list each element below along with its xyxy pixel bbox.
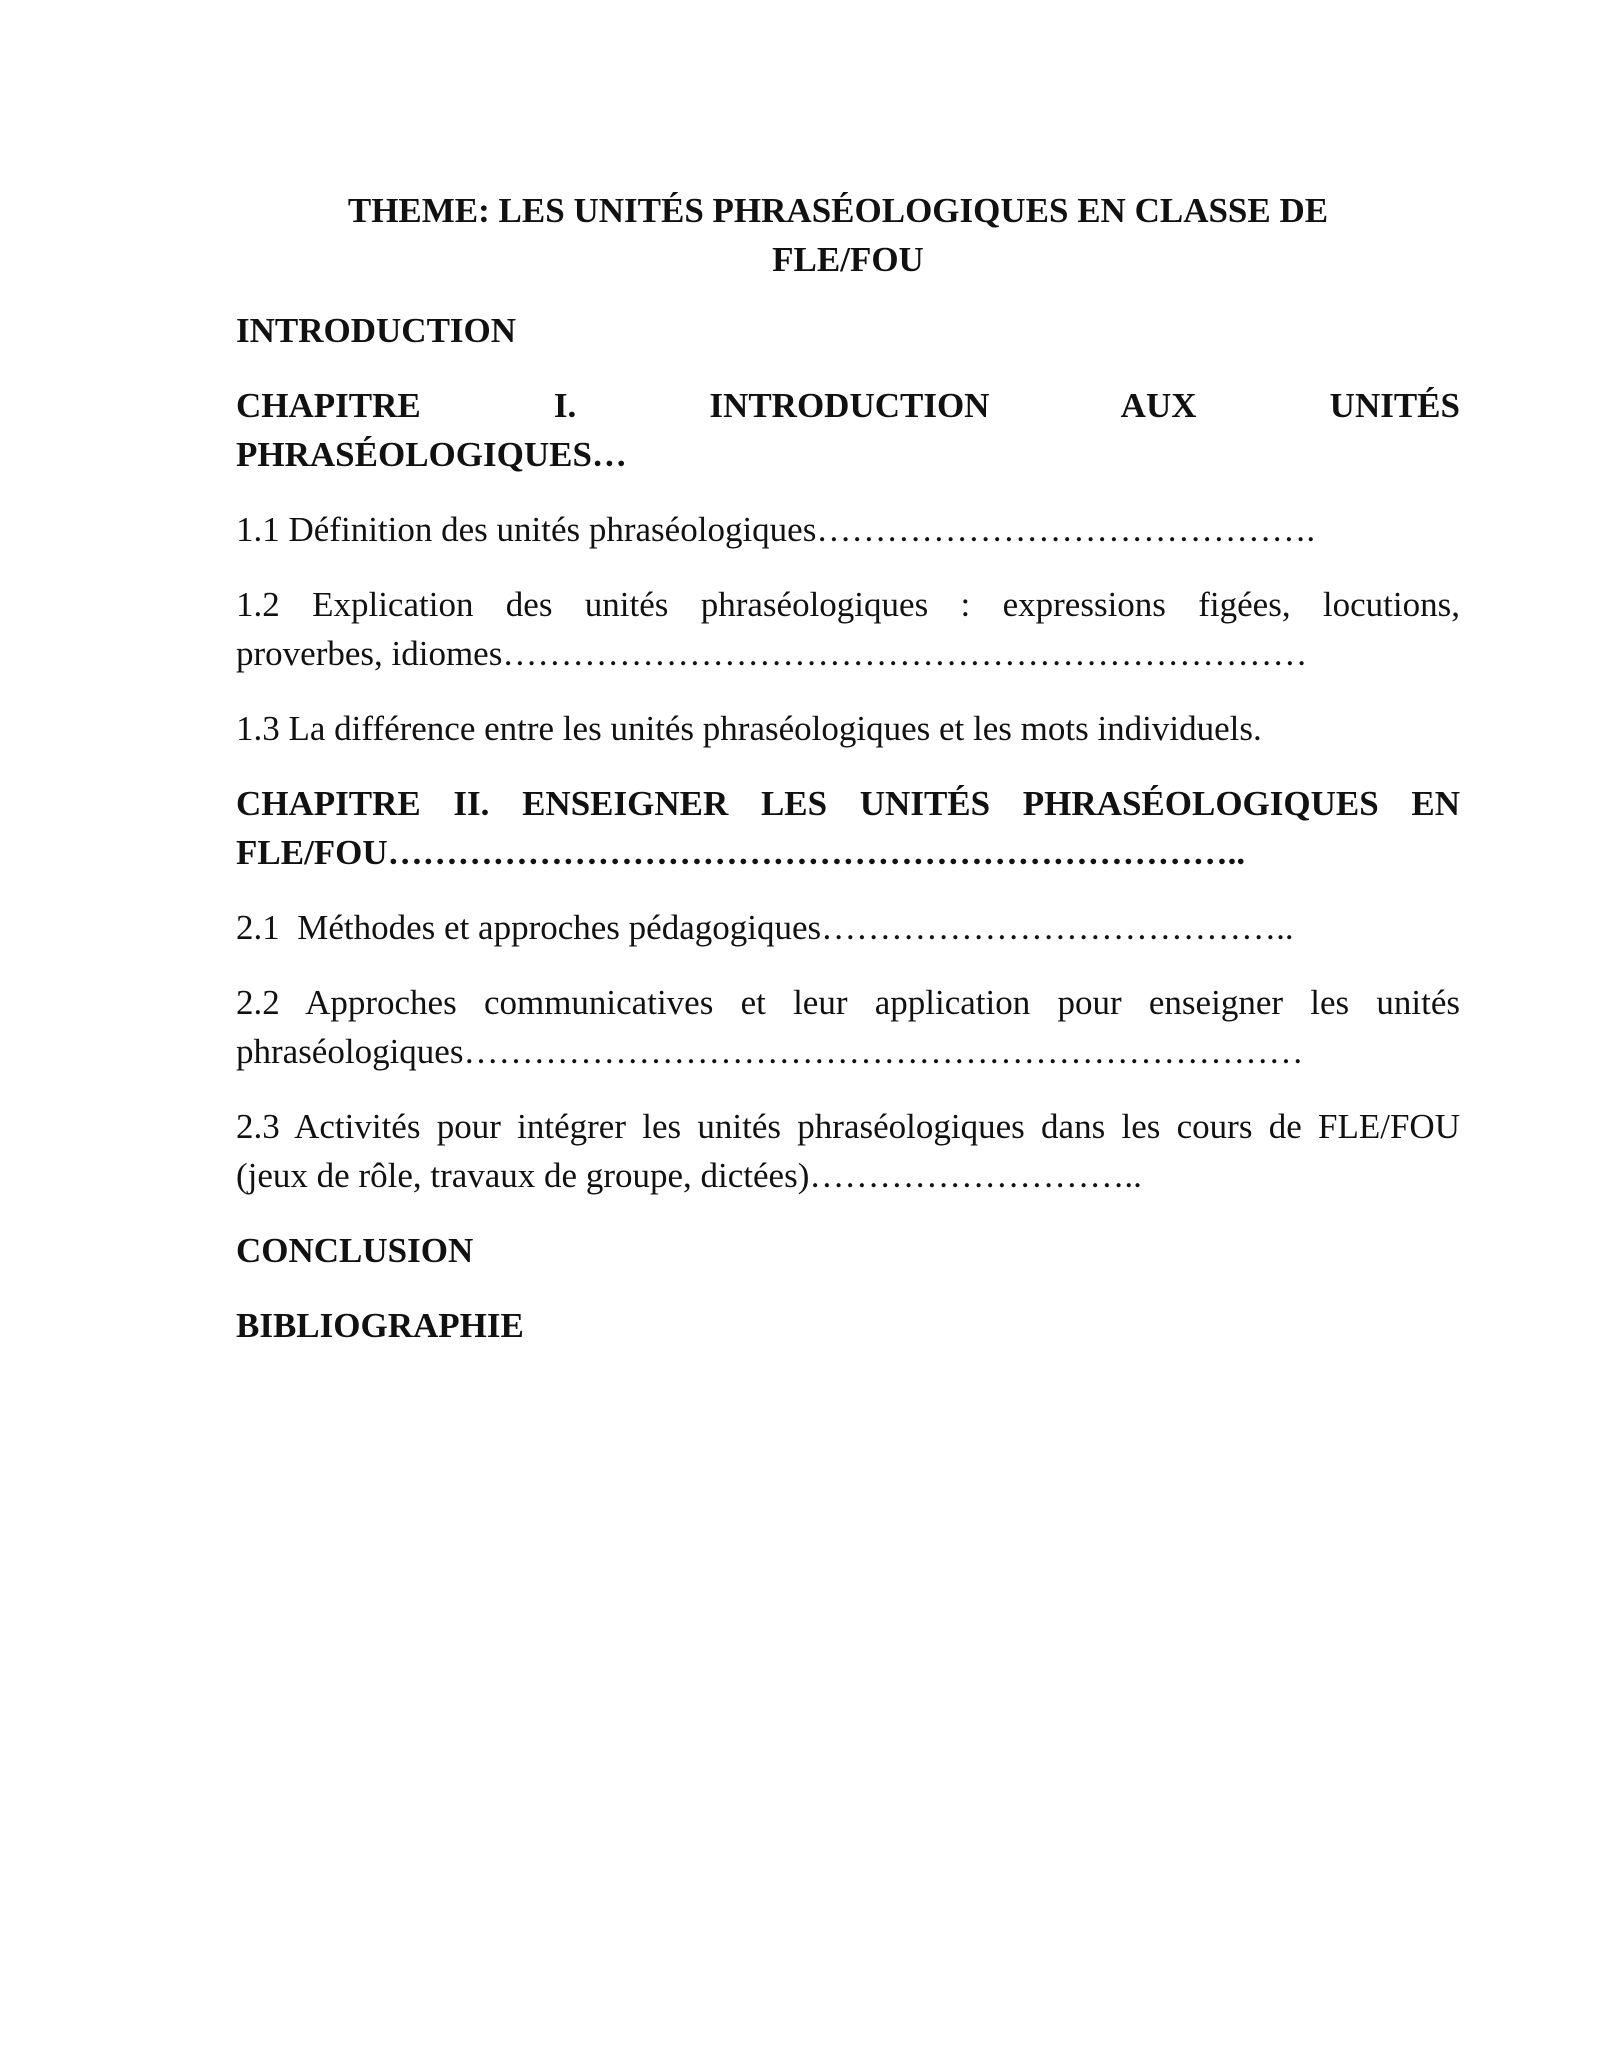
- section-2-2-line-1: 2.2 Approches communicatives et leur application pour enseigner les unités: [236, 983, 1460, 1022]
- chapter-2-line-2: FLE/FOU………………………………………………………………..: [236, 833, 1246, 872]
- conclusion-heading: CONCLUSION: [236, 1231, 474, 1270]
- document-title: [236, 186, 1460, 284]
- toc-chapter-1: [236, 381, 1460, 479]
- chapter-2-line-1: CHAPITRE II. ENSEIGNER LES UNITÉS PHRASÉOLOGIQUES EN: [236, 784, 1460, 823]
- toc-section-1-3: [236, 704, 1460, 753]
- toc-section-2-2: [236, 978, 1460, 1076]
- section-2-3-line-1: 2.3 Activités pour intégrer les unités phraséologiques dans les cours de FLE/FOU: [236, 1107, 1460, 1146]
- section-1-1-text: 1.1 Définition des unités phraséologiques…………………………………….: [236, 510, 1316, 549]
- toc-section-2-1: [236, 903, 1460, 952]
- section-1-2-line-2: proverbes, idiomes……………………………………………………………: [236, 634, 1308, 673]
- toc-section-1-1: [236, 505, 1460, 554]
- section-2-3-line-2: (jeux de rôle, travaux de groupe, dictées)………………………..: [236, 1156, 1142, 1195]
- chapter-1-line-1: CHAPITRE I. INTRODUCTION AUX UNITÉS: [236, 386, 1460, 425]
- bibliography-heading: BIBLIOGRAPHIE: [236, 1306, 524, 1345]
- toc-introduction: [236, 306, 1460, 355]
- section-1-3-text: 1.3 La différence entre les unités phraséologiques et les mots individuels.: [236, 709, 1262, 748]
- toc-bibliography: [236, 1301, 1460, 1350]
- toc-section-2-3: [236, 1102, 1460, 1200]
- introduction-heading: INTRODUCTION: [236, 311, 517, 350]
- toc-section-1-2: [236, 580, 1460, 678]
- chapter-1-line-2: PHRASÉOLOGIQUES…: [236, 435, 627, 474]
- section-1-2-line-1: 1.2 Explication des unités phraséologiques : expressions figées, locutions,: [236, 585, 1460, 624]
- title-line-1: THEME: LES UNITÉS PHRASÉOLOGIQUES EN CLASSE DE: [347, 191, 1329, 230]
- section-2-1-text: 2.1 Méthodes et approches pédagogiques…………………………………..: [236, 908, 1294, 947]
- section-2-2-line-2: phraséologiques………………………………………………………………: [236, 1032, 1304, 1071]
- title-line-2: FLE/FOU: [772, 240, 924, 279]
- toc-conclusion: [236, 1226, 1460, 1275]
- toc-chapter-2: [236, 779, 1460, 877]
- document-page: [236, 186, 1460, 1376]
